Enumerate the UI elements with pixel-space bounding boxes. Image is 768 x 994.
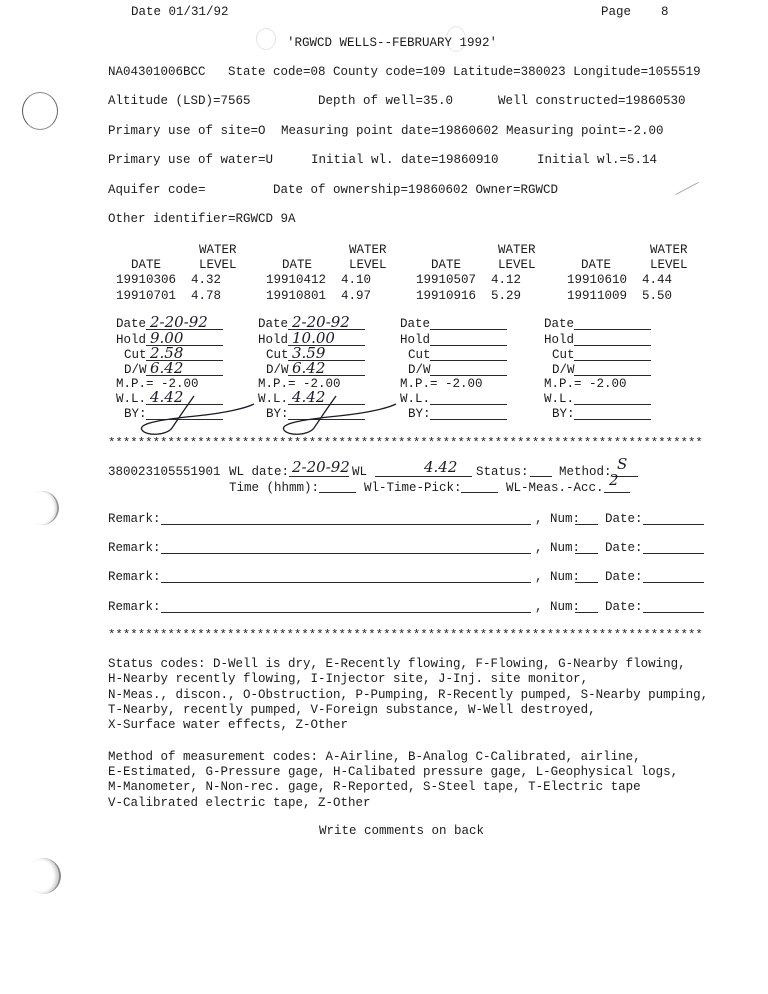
altitude: Altitude (LSD)=7565 [108, 94, 251, 108]
form-value-dw: 6.42 [292, 359, 326, 377]
wl-date-value: 2-20-92 [292, 458, 350, 476]
signature-icon [136, 392, 256, 438]
history-date: 19910412 [266, 273, 327, 287]
separator-line: ******************************************************************************** [108, 436, 703, 450]
form-field-cut[interactable] [574, 348, 651, 361]
remark-date-field[interactable] [643, 600, 704, 613]
form-label-by: BY: [552, 407, 575, 421]
method-value: S [617, 455, 628, 473]
form-label-hold: Hold [258, 333, 289, 347]
date-header: DATE [431, 258, 462, 272]
form-value-cut: 3.59 [292, 344, 326, 362]
form-label-dw: D/W [552, 363, 575, 377]
form-label-mp: M.P.= -2.00 [258, 377, 341, 391]
form-label-wl: W.L. [544, 392, 575, 406]
punch-hole-ghost-left [256, 28, 276, 50]
punch-hole-bottom [25, 858, 61, 894]
form-label-hold: Hold [400, 333, 431, 347]
entry-site-id: 380023105551901 [108, 465, 221, 479]
history-level: 4.78 [191, 289, 222, 303]
remark-field[interactable] [161, 541, 531, 554]
wl-date-label: WL date: [229, 465, 290, 479]
remark-label: Remark: [108, 600, 161, 614]
primary-use-of-water: Primary use of water=U [108, 153, 274, 167]
method-label: Method: [559, 465, 612, 479]
initial-wl-date: Initial wl. date=19860910 [311, 153, 499, 167]
remark-label: Remark: [108, 541, 161, 555]
history-level: 4.32 [191, 273, 222, 287]
history-level: 4.44 [642, 273, 673, 287]
signature-icon [278, 392, 398, 438]
num-field[interactable] [575, 600, 598, 613]
history-date: 19910916 [416, 289, 477, 303]
other-identifier: Other identifier=RGWCD 9A [108, 212, 296, 226]
form-value-hold: 10.00 [292, 329, 335, 347]
num-label: , Num: [535, 512, 581, 526]
status-codes-line: N-Meas., discon., O-Obstruction, P-Pumping, R-Recently pumped, S-Nearby pumping, [108, 688, 709, 702]
method-codes-line: M-Manometer, N-Non-rec. gage, R-Reported, S-Steel tape, T-Electric tape [108, 780, 641, 794]
remark-label: Remark: [108, 512, 161, 526]
history-date: 19910701 [116, 289, 177, 303]
water-header: WATER [199, 243, 237, 257]
num-field[interactable] [575, 512, 598, 525]
method-codes-line: V-Calibrated electric tape, Z-Other [108, 796, 371, 810]
level-header: LEVEL [199, 258, 237, 272]
form-field-wl[interactable] [574, 392, 651, 405]
wl-meas-acc-label: WL-Meas.-Acc. [506, 481, 604, 495]
form-field-date[interactable] [574, 317, 651, 330]
time-label: Time (hhmm): [229, 481, 320, 495]
level-header: LEVEL [498, 258, 536, 272]
form-value-hold: 9.00 [150, 329, 184, 347]
remark-field[interactable] [161, 600, 531, 613]
form-label-by: BY: [266, 407, 289, 421]
well-constructed: Well constructed=19860530 [498, 94, 686, 108]
form-label-date: Date [116, 317, 147, 331]
status-codes-line: T-Nearby, recently pumped, V-Foreign substance, W-Well destroyed, [108, 703, 596, 717]
form-label-wl: W.L. [258, 392, 289, 406]
history-date: 19911009 [567, 289, 628, 303]
form-label-cut: Cut [124, 348, 147, 362]
form-label-by: BY: [124, 407, 147, 421]
wl-value: 4.42 [424, 458, 458, 476]
date-of-ownership: Date of ownership=19860602 Owner=RGWCD [273, 183, 559, 197]
num-label: , Num: [535, 570, 581, 584]
method-codes-line: Method of measurement codes: A-Airline, B-Analog C-Calibrated, airline, [108, 750, 641, 764]
history-date: 19910801 [266, 289, 327, 303]
remark-date-label: Date: [605, 512, 643, 526]
measuring-point: Measuring point=-2.00 [506, 124, 664, 138]
form-field-hold[interactable] [430, 333, 507, 346]
primary-use-of-site: Primary use of site=O [108, 124, 266, 138]
footer-note: Write comments on back [319, 824, 485, 838]
form-field-hold[interactable] [574, 333, 651, 346]
page-number: 8 [661, 5, 669, 19]
status-codes-line: H-Nearby recently flowing, I-Injector site, J-Inj. site monitor, [108, 672, 589, 686]
depth-of-well: Depth of well=35.0 [318, 94, 454, 108]
method-codes-line: E-Estimated, G-Pressure gage, H-Calibated pressure gage, L-Geophysical logs, [108, 765, 679, 779]
history-level: 4.10 [341, 273, 372, 287]
history-level: 4.12 [491, 273, 522, 287]
status-codes-line: X-Surface water effects, Z-Other [108, 718, 349, 732]
num-field[interactable] [575, 541, 598, 554]
form-label-date: Date [258, 317, 289, 331]
form-label-hold: Hold [116, 333, 147, 347]
status-field[interactable] [530, 464, 552, 477]
remark-field[interactable] [161, 512, 531, 525]
form-value-wl: 4.42 [150, 388, 184, 406]
punch-hole-middle [25, 491, 59, 525]
level-header: LEVEL [650, 258, 688, 272]
remark-label: Remark: [108, 570, 161, 584]
measuring-point-date: Measuring point date=19860602 [281, 124, 499, 138]
form-label-mp: M.P.= -2.00 [400, 377, 483, 391]
remark-date-field[interactable] [643, 541, 704, 554]
history-level: 4.97 [341, 289, 372, 303]
page-label: Page [601, 5, 632, 19]
water-header: WATER [650, 243, 688, 257]
form-field-cut[interactable] [430, 348, 507, 361]
punch-hole-top [22, 92, 58, 130]
form-label-wl: W.L. [116, 392, 147, 406]
form-field-dw[interactable] [430, 363, 507, 376]
num-field[interactable] [575, 570, 598, 583]
history-date: 19910306 [116, 273, 177, 287]
form-value-date: 2-20-92 [292, 313, 350, 331]
form-label-by: BY: [408, 407, 431, 421]
form-label-date: Date [400, 317, 431, 331]
form-value-dw: 6.42 [150, 359, 184, 377]
history-date: 19910610 [567, 273, 628, 287]
wl-label: WL [352, 465, 368, 479]
pen-mark [675, 182, 698, 195]
form-label-dw: D/W [266, 363, 289, 377]
form-field-date[interactable] [430, 317, 507, 330]
form-label-date: Date [544, 317, 575, 331]
form-label-dw: D/W [124, 363, 147, 377]
initial-wl: Initial wl.=5.14 [537, 153, 658, 167]
report-date: Date 01/31/92 [131, 5, 229, 19]
site-id-line: NA04301006BCC State code=08 County code=109 Latitude=380023 Longitude=1055519 [108, 65, 701, 79]
form-label-cut: Cut [266, 348, 289, 362]
wl-meas-acc-value: 2 [609, 471, 619, 489]
wl-time-pick-field[interactable] [461, 480, 498, 493]
water-header: WATER [498, 243, 536, 257]
report-title: 'RGWCD WELLS--FEBRUARY 1992' [287, 36, 498, 50]
remark-date-label: Date: [605, 600, 643, 614]
form-label-mp: M.P.= -2.00 [116, 377, 199, 391]
remark-date-label: Date: [605, 570, 643, 584]
remark-date-field[interactable] [643, 570, 704, 583]
status-label: Status: [476, 465, 529, 479]
form-value-wl: 4.42 [292, 388, 326, 406]
form-label-hold: Hold [544, 333, 575, 347]
date-header: DATE [581, 258, 612, 272]
form-value-cut: 2.58 [150, 344, 184, 362]
level-header: LEVEL [349, 258, 387, 272]
remark-field[interactable] [161, 570, 531, 583]
form-value-date: 2-20-92 [150, 313, 208, 331]
remark-date-label: Date: [605, 541, 643, 555]
num-label: , Num: [535, 541, 581, 555]
form-field-wl[interactable] [430, 392, 507, 405]
history-level: 5.29 [491, 289, 522, 303]
history-level: 5.50 [642, 289, 673, 303]
date-header: DATE [282, 258, 313, 272]
form-label-cut: Cut [408, 348, 431, 362]
form-field-dw[interactable] [574, 363, 651, 376]
form-field-by[interactable] [430, 407, 507, 420]
history-date: 19910507 [416, 273, 477, 287]
form-label-mp: M.P.= -2.00 [544, 377, 627, 391]
aquifer-code: Aquifer code= [108, 183, 206, 197]
form-label-cut: Cut [552, 348, 575, 362]
date-header: DATE [131, 258, 162, 272]
water-header: WATER [349, 243, 387, 257]
status-codes-line: Status codes: D-Well is dry, E-Recently flowing, F-Flowing, G-Nearby flowing, [108, 657, 686, 671]
form-label-wl: W.L. [400, 392, 431, 406]
time-field[interactable] [319, 480, 356, 493]
num-label: , Num: [535, 600, 581, 614]
form-field-by[interactable] [574, 407, 651, 420]
remark-date-field[interactable] [643, 512, 704, 525]
separator-line: ******************************************************************************** [108, 628, 703, 642]
form-label-dw: D/W [408, 363, 431, 377]
wl-time-pick-label: Wl-Time-Pick: [364, 481, 462, 495]
